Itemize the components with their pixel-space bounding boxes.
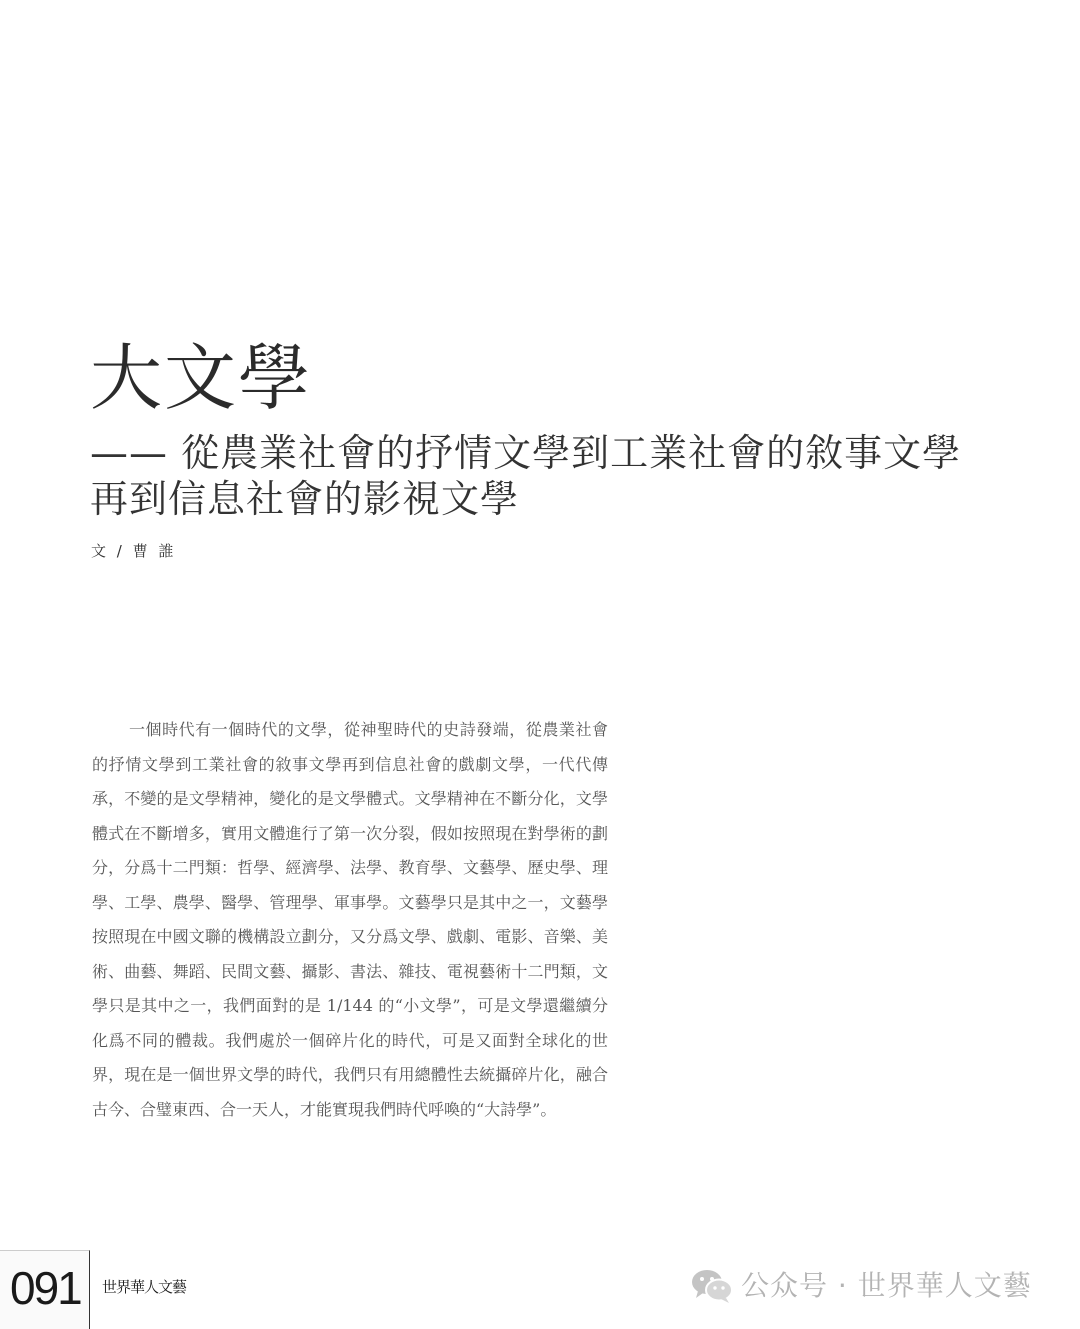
page-number: 091 <box>10 1262 81 1314</box>
article-title: 大文學 <box>90 336 313 420</box>
watermark-text: 公众号 · 世界華人文藝 <box>741 1269 1032 1302</box>
wechat-watermark <box>691 1266 1032 1306</box>
article-body: 一個時代有一個時代的文學，從神聖時代的史詩發端，從農業社會的抒情文學到工業社會的敘事文學再到信息社會的戲劇文學，一代代傳承，不變的是文學精神，變化的是文學體式。文學精神在不斷分化，文學體式在不斷增多，實用文體進行了第一次分裂，假如按照現在對學術的劃分，分爲十二門類：哲學、經濟學、法學、教育學、文藝學、歷史學、理學、工學、農學、醫學、管理學、軍事學。文藝學只是其中之一，文藝學按照現在中國文聯的機構設立劃分，又分爲文學、戲劇、電影、音樂、美術、曲藝、舞蹈、民間文藝、攝影、書法、雜技、電視藝術十二門類，文學只是其中之一，我們面對的是 1/144 的“小文學”，可是文學還繼續分化爲不同的體裁。我們處於一個碎片化的時代，可是又面對全球化的世界，現在是一個世界文學的時代，我們只有用總體性去統攝碎片化，融合古今、合璧東西、合一天人，才能實現我們時代呼喚的“大詩學”。 <box>92 720 608 1119</box>
article-subtitle: —— 從農業社會的抒情文學到工業社會的敘事文學再到信息社會的影視文學 <box>90 431 962 521</box>
magazine-name: 世界華人文藝 <box>102 1278 187 1296</box>
article-byline: 文 / 曹 誰 <box>91 542 177 560</box>
wechat-icon <box>691 1268 733 1304</box>
